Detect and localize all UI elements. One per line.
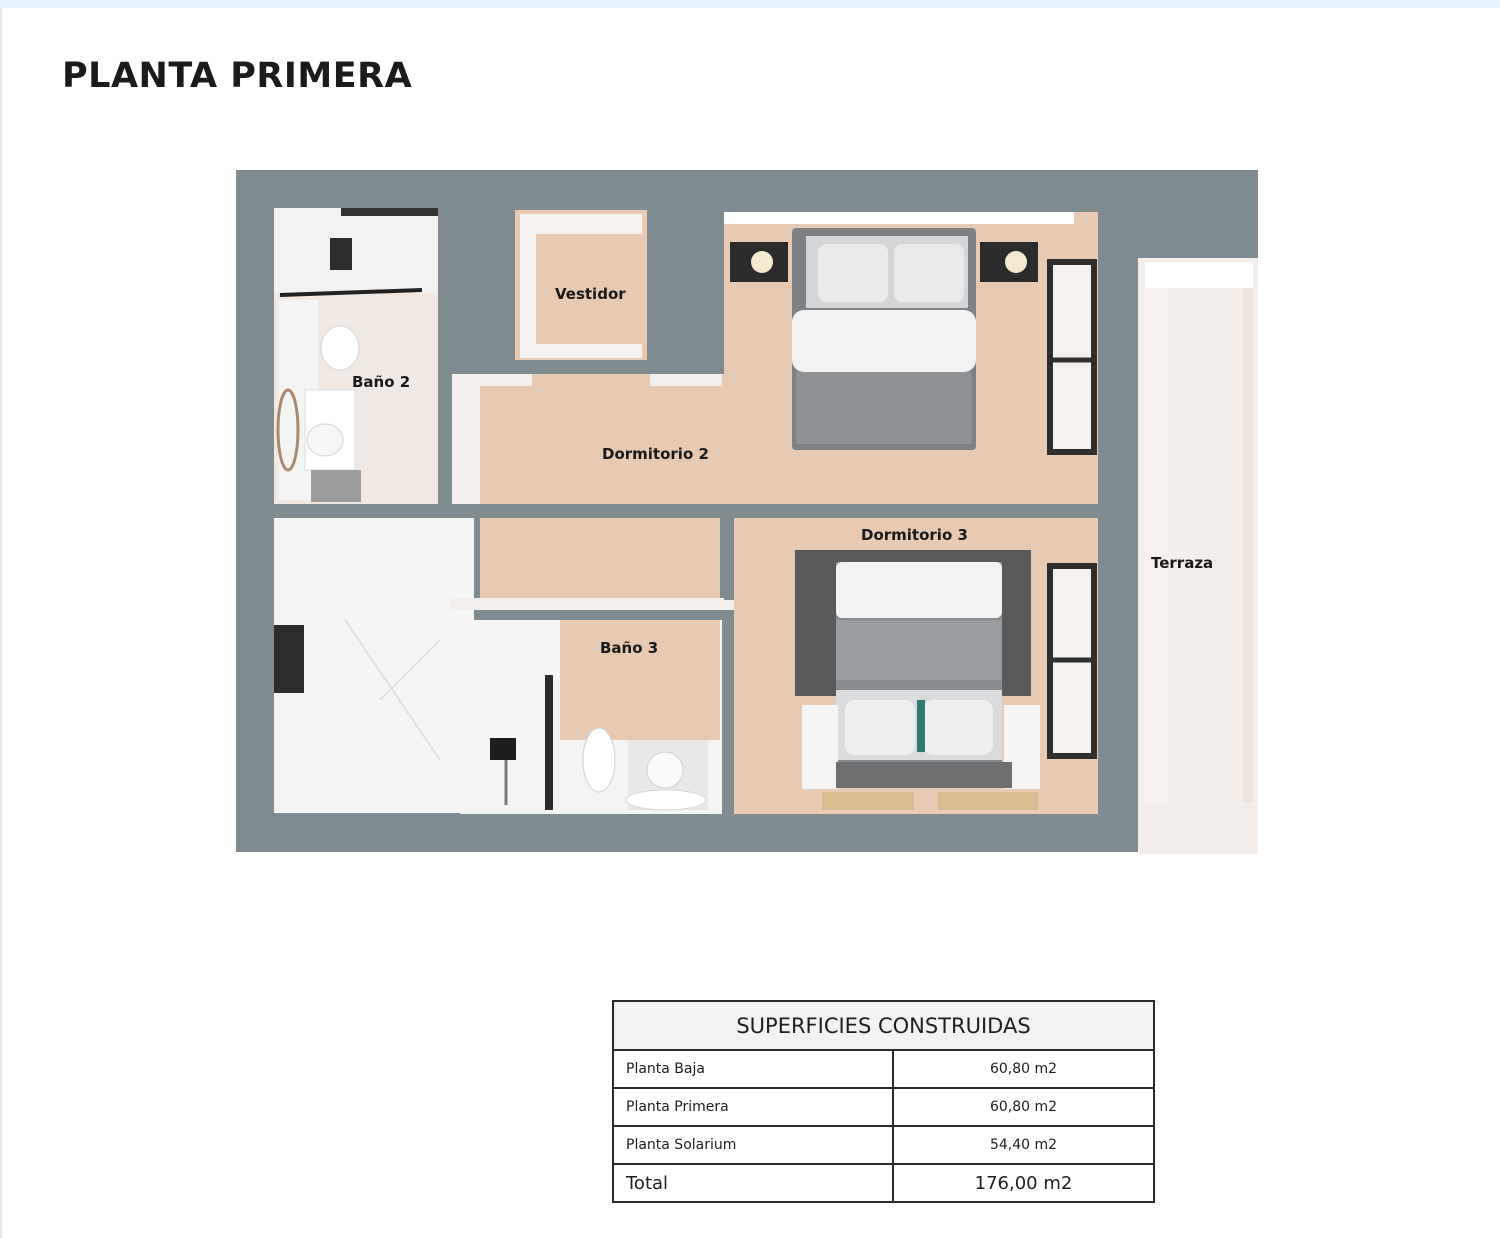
- room-label-dormitorio-2: Dormitorio 2: [602, 445, 709, 463]
- floor-area: 54,40 m2: [893, 1126, 1154, 1164]
- total-label: Total: [613, 1164, 893, 1202]
- areas-table: [612, 1000, 1155, 1203]
- floor-name: Planta Baja: [613, 1050, 893, 1088]
- room-label-bano-2: Baño 2: [352, 373, 411, 391]
- room-label-dormitorio-3: Dormitorio 3: [861, 526, 968, 544]
- floor-name: Planta Solarium: [613, 1126, 893, 1164]
- table-row: [613, 1050, 1154, 1088]
- total-area: 176,00 m2: [893, 1164, 1154, 1202]
- floor-area: 60,80 m2: [893, 1088, 1154, 1126]
- areas-table-title: SUPERFICIES CONSTRUIDAS: [613, 1001, 1154, 1050]
- page-title: PLANTA PRIMERA: [62, 56, 413, 96]
- room-label-vestidor: Vestidor: [555, 285, 626, 303]
- table-row: [613, 1088, 1154, 1126]
- floor-name: Planta Primera: [613, 1088, 893, 1126]
- total-row: [613, 1164, 1154, 1202]
- floor-area: 60,80 m2: [893, 1050, 1154, 1088]
- table-row: [613, 1126, 1154, 1164]
- areas-table-header: [613, 1001, 1154, 1050]
- room-label-bano-3: Baño 3: [600, 639, 659, 657]
- room-label-terraza: Terraza: [1151, 554, 1214, 572]
